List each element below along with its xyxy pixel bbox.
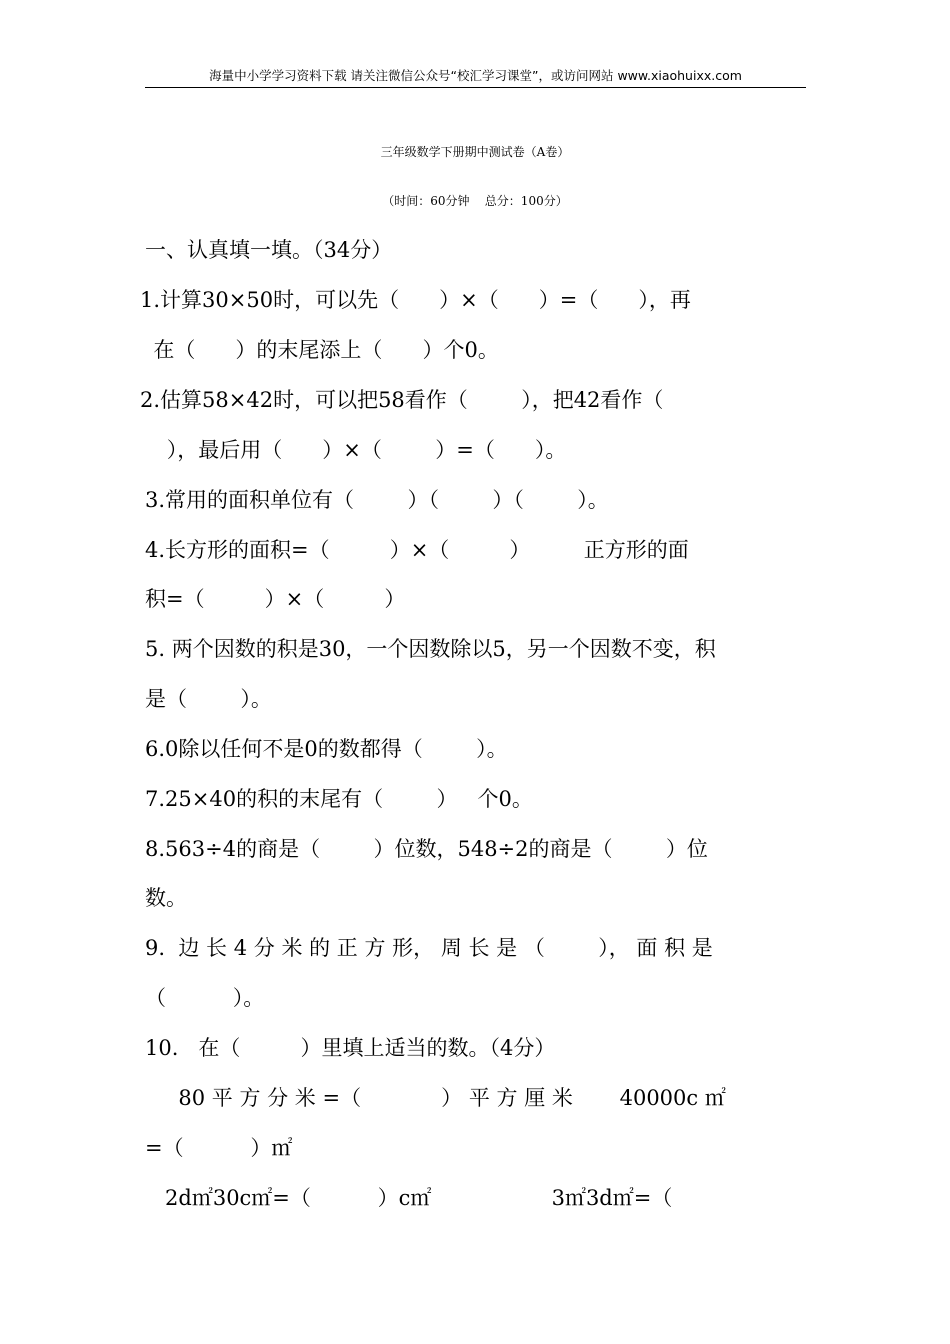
question-line: 数。 [145,886,187,910]
exam-title: 三年级数学下册期中测试卷（A卷） [380,145,570,159]
question-line: （ ）。 [145,986,265,1010]
question-line: 5. 两个因数的积是30，一个因数除以5，另一个因数不变，积 [145,637,716,661]
page-header: 海量中小学学习资料下载 请关注微信公众号“校汇学习课堂”，或访问网站 www.xiaohuixx.com [209,68,742,83]
question-line: 80 平 方 分 米 =（ ） 平 方 厘 米 40000c ㎡ [145,1086,726,1110]
question-line: 2d㎡30c㎡=（ ）c㎡ 3㎡3d㎡=（ [145,1186,673,1210]
exam-subtitle: （时间：60分钟 总分：100分） [382,194,568,208]
question-line: 1.计算30×50时，可以先（ ）×（ ）=（ ），再 [140,288,691,312]
question-line: 6.0除以任何不是0的数都得（ ）。 [145,737,508,761]
question-line: 8.563÷4的商是（ ）位数，548÷2的商是（ ）位 [145,837,708,861]
question-line: 3.常用的面积单位有（ ）（ ）（ ）。 [145,488,609,512]
question-line: 7.25×40的积的末尾有（ ） 个0。 [145,787,533,811]
question-line: ），最后用（ ）×（ ）=（ ）。 [140,438,567,462]
question-line: 4.长方形的面积=（ ）×（ ） 正方形的面 [145,538,689,562]
question-line: 2.估算58×42时，可以把58看作（ ），把42看作（ [140,388,664,412]
question-line: 在（ ）的末尾添上（ ）个0。 [140,338,499,362]
section-heading: 一、认真填一填。（34分） [145,238,393,262]
question-line: 9. 边 长 4 分 米 的 正 方 形， 周 长 是 （ ）， 面 积 是 [145,936,713,960]
question-line: =（ ）㎡ [145,1136,293,1160]
header-rule [145,87,806,88]
question-line: 是（ ）。 [145,687,272,711]
question-line: 10. 在（ ）里填上适当的数。（4分） [145,1036,556,1060]
question-line: 积=（ ）×（ ） [145,587,406,611]
